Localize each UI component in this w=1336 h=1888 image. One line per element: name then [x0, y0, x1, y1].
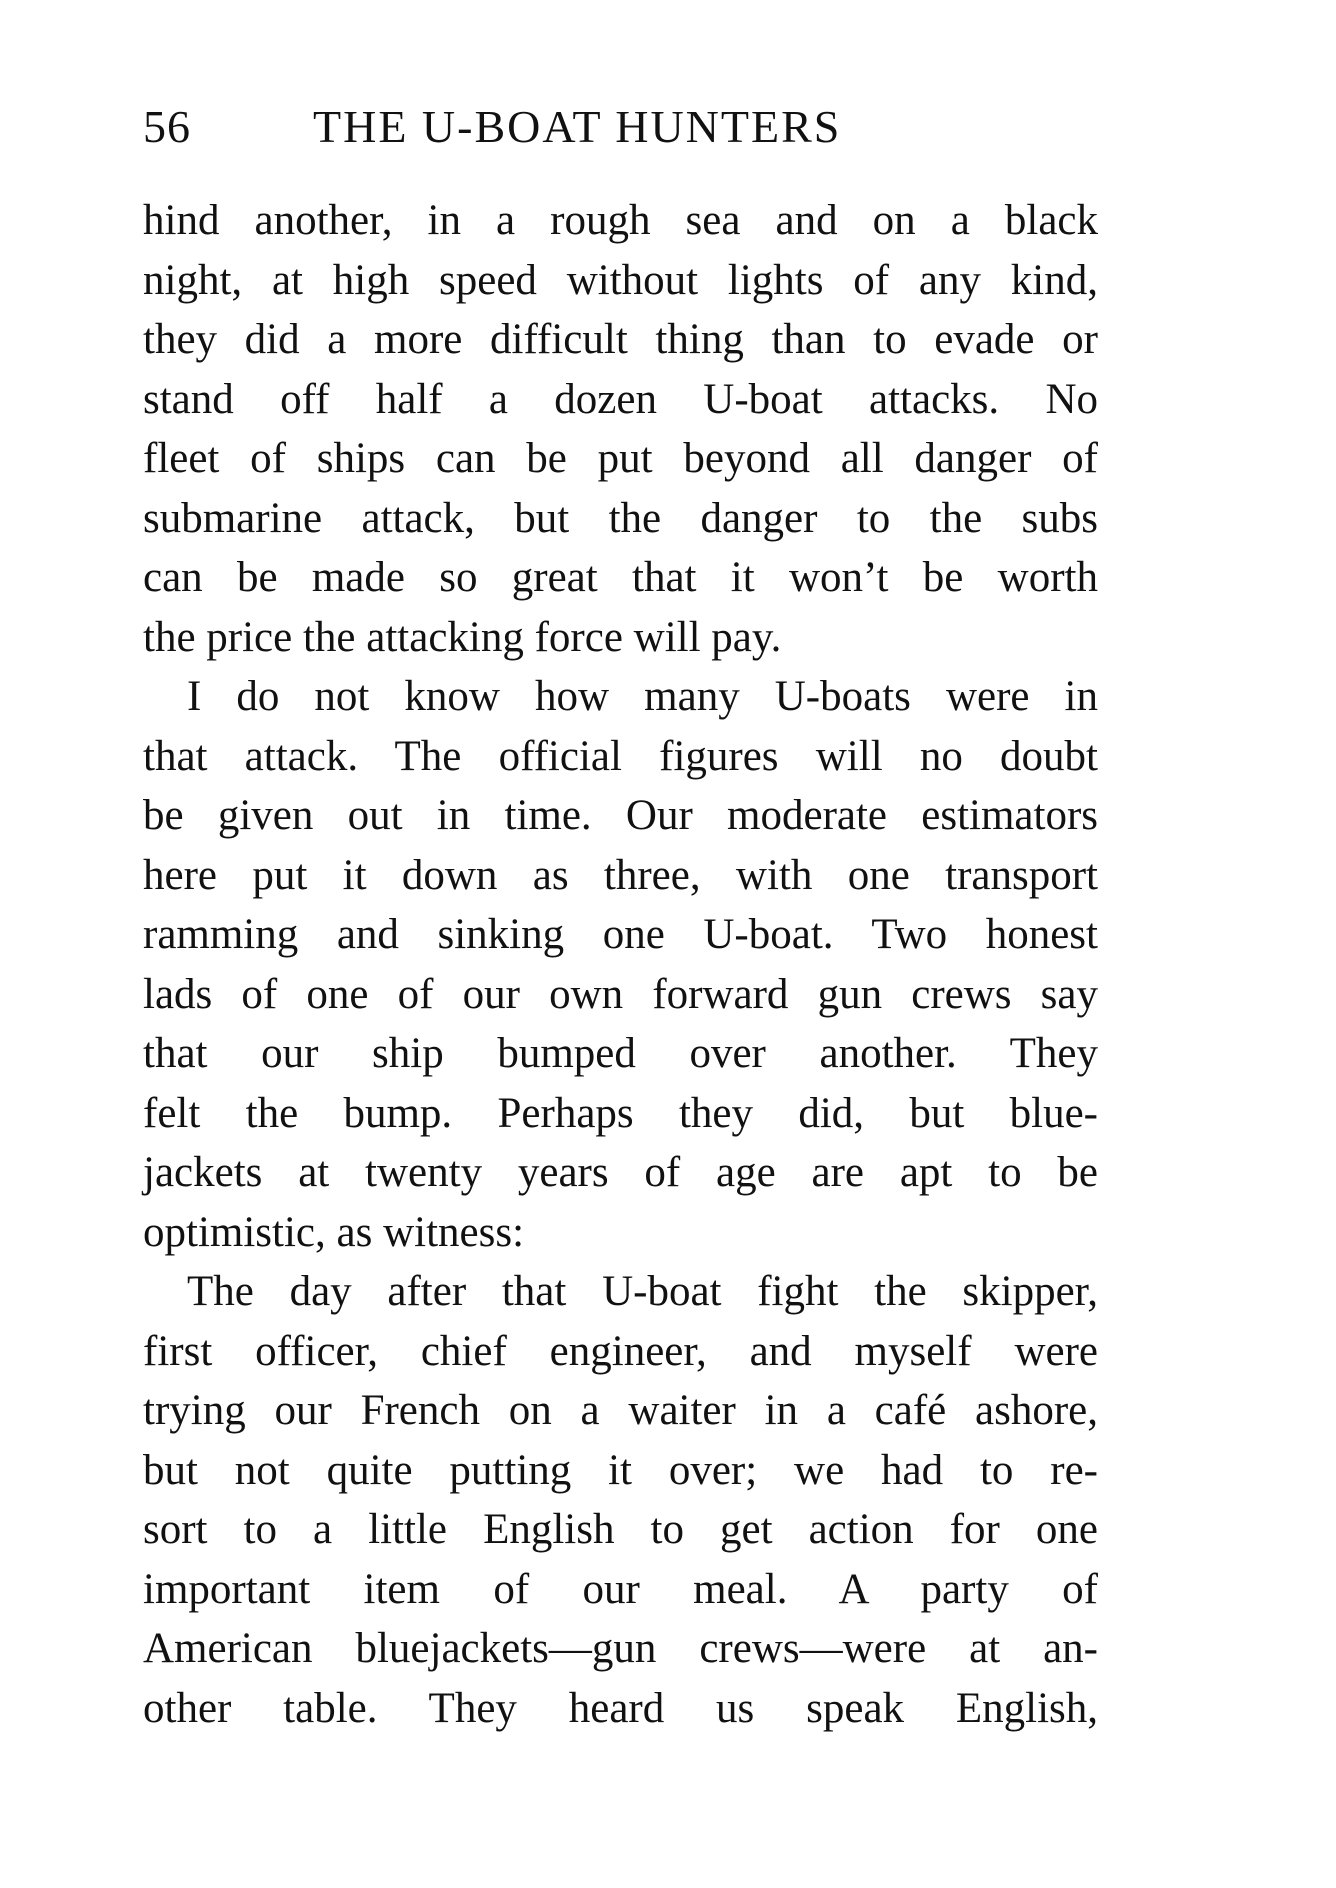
text-line: jackets at twenty years of age are apt to be: [143, 1149, 1098, 1196]
text-line: fleet of ships can be put beyond all danger of: [143, 435, 1098, 482]
text-line: The day after that U-boat fight the skipper,: [187, 1268, 1098, 1315]
text-line: but not quite putting it over; we had to re-: [143, 1446, 1098, 1494]
text-line: American bluejackets—gun crews—were at an-: [143, 1625, 1098, 1672]
text-line: lads of one of our own forward gun crews say: [143, 970, 1098, 1018]
running-title: THE U-BOAT HUNTERS: [313, 101, 842, 152]
text-line: I do not know how many U-boats were in: [187, 673, 1098, 720]
text-line: submarine attack, but the danger to the subs: [143, 494, 1098, 542]
text-line: ramming and sinking one U-boat. Two honest: [143, 911, 1098, 958]
text-line: can be made so great that it won’t be worth: [143, 554, 1098, 601]
text-line: stand off half a dozen U-boat attacks. No: [143, 375, 1098, 423]
paragraph-1: [143, 191, 1098, 667]
text-line: optimistic, as witness:: [143, 1208, 525, 1256]
page-header: [143, 92, 1103, 162]
text-line: the price the attacking force will pay.: [143, 613, 782, 661]
text-line: here put it down as three, with one transport: [143, 851, 1098, 899]
text-line: hind another, in a rough sea and on a black: [143, 197, 1098, 244]
text-line: trying our French on a waiter in a café ashore,: [143, 1387, 1098, 1434]
text-line: they did a more difficult thing than to evade or: [143, 316, 1098, 363]
text-line: important item of our meal. A party of: [143, 1565, 1098, 1613]
paragraph-3: [143, 1262, 1098, 1738]
page-number: 56: [143, 101, 191, 152]
text-line: that attack. The official figures will no doubt: [143, 732, 1098, 780]
text-line: be given out in time. Our moderate estimators: [143, 792, 1098, 839]
text-line: night, at high speed without lights of any kind,: [143, 256, 1098, 304]
text-line: first officer, chief engineer, and myself were: [143, 1327, 1098, 1375]
text-line: other table. They heard us speak English,: [143, 1684, 1098, 1732]
text-line: felt the bump. Perhaps they did, but blue-: [143, 1089, 1098, 1137]
text-line: that our ship bumped over another. They: [143, 1030, 1098, 1077]
paragraph-2: [143, 667, 1098, 1262]
text-line: sort to a little English to get action for one: [143, 1506, 1098, 1553]
body-text: [143, 191, 1098, 1738]
